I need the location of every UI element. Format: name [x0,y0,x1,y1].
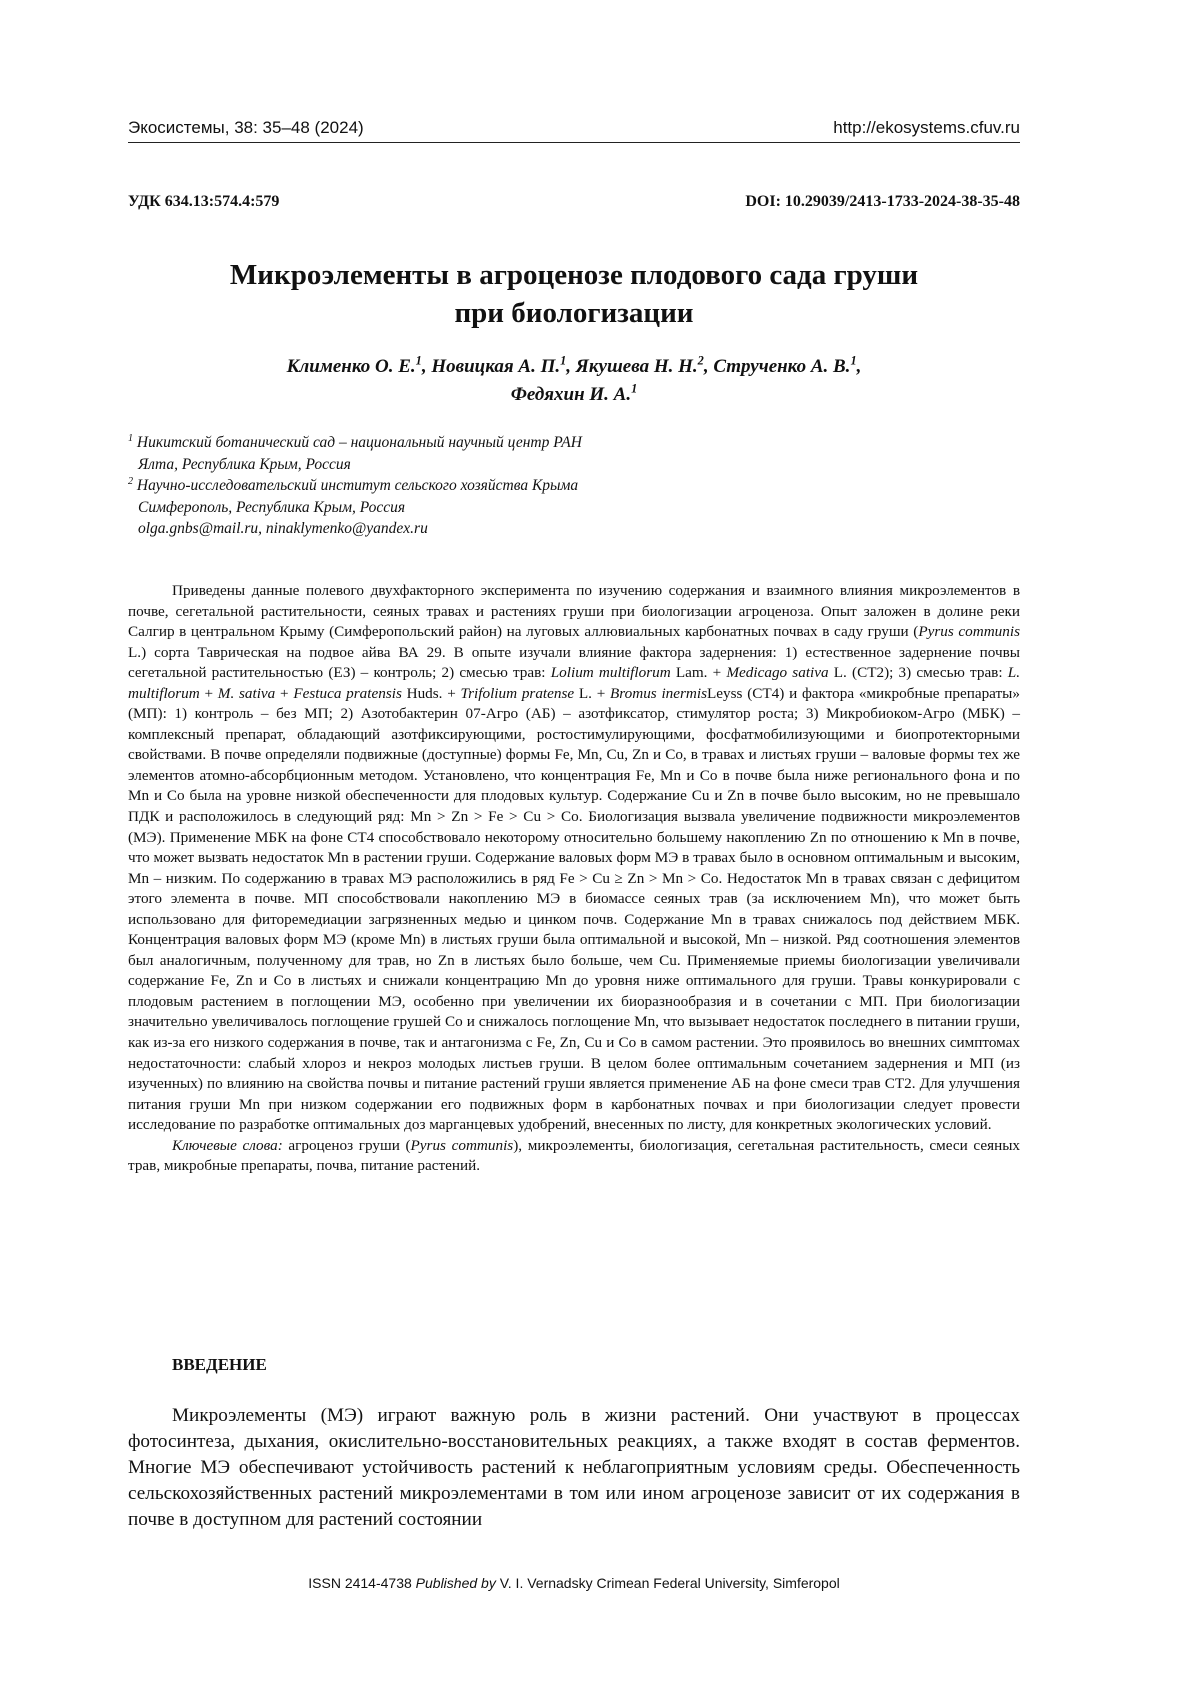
author-affiliation-mark: 2 [697,353,704,368]
paper-title [128,256,1020,332]
author-affiliation-mark: 1 [631,381,638,396]
author-name: Новицкая А. П. [431,356,561,377]
author-name: Федяхин И. А. [510,384,632,405]
intro-paragraph: Микроэлементы (МЭ) играют важную роль в жизни растений. Они участвуют в процессах фотосинтеза, дыхания, окислительно-восстановительных реакциях, а также входят в состав ферментов. Многие МЭ обеспечивают устойчивость растений к неблагоприятным условиям среды. Обеспеченность сельскохозяйственных растений микроэлементами в том или ином агроценозе зависит от их содержания в почве в доступном для растений состоянии [128,1405,1020,1530]
affiliation-2 [128,475,828,497]
affiliation-number: 1 [128,432,134,444]
keywords-label: Ключевые слова: [172,1136,283,1154]
abstract [128,581,1020,1177]
contact-emails[interactable]: olga.gnbs@mail.ru, ninaklymenko@yandex.ru [138,520,428,537]
author-list [128,353,1020,409]
authors-line-2 [128,381,1020,409]
affiliations [128,432,828,540]
affiliation-1-location: Ялта, Республика Крым, Россия [138,455,351,473]
journal-url[interactable]: http://ekosystems.cfuv.ru [833,118,1020,137]
introduction-text [128,1403,1020,1533]
affiliation-institution: Научно-исследовательский институт сельского хозяйства Крыма [136,477,579,494]
affiliation-institution: Никитский ботанический сад – национальный научный центр РАН [136,434,582,451]
author-affiliation-mark: 1 [850,353,857,368]
section-heading: ВВЕДЕНИЕ [172,1355,267,1374]
doi[interactable]: DOI: 10.29039/2413-1733-2024-38-35-48 [745,193,1020,210]
affiliation-1 [128,432,828,454]
author-name: Клименко О. Е. [286,356,416,377]
author-name: Якушева Н. Н. [575,356,698,377]
footer-publisher: V. I. Vernadsky Crimean Federal University, Simferopol [495,1575,840,1591]
footer-issn: ISSN 2414-4738 [308,1575,416,1591]
running-header [128,116,1020,143]
affiliation-2-location: Симферополь, Республика Крым, Россия [138,498,406,516]
title-line-1: Микроэлементы в агроценозе плодового сада груши [229,259,919,291]
author-affiliation-mark: 1 [415,353,422,368]
affiliation-number: 2 [128,475,134,487]
udk-code: УДК 634.13:574.4:579 [128,193,280,210]
keywords: Ключевые слова: агроценоз груши (Pyrus communis), микроэлементы, биологизация, сегетальная растительность, смеси сеяных трав, микробные препараты, почва, питание растений. [128,1136,1020,1175]
author-affiliation-mark: 1 [560,353,567,368]
authors-line-1: Клименко О. Е.$^1$, Новицкая А. П.$^1$, Якушева Н. Н.$^2$, Струченко А. В.$^1$, [286,353,862,377]
journal-citation: Экосистемы, 38: 35–48 (2024) [128,118,364,137]
title-line-2: при биологизации [454,297,694,329]
abstract-text: Приведены данные полевого двухфакторного эксперимента по изучению содержания и взаимного влияния микроэлементов в почве, сегетальной растительности, сеяных травах и растениях груши при биологизации агроценоза. Опыт заложен в долине реки Салгир в центральном Крыму (Симферопольский район) на луговых аллювиальных карбонатных почвах в саду груши (Pyrus communis L.) сорта Таврическая на подвое айва ВА 29. В опыте изучали влияние фактора задернения: 1) естественное задернение почвы сегетальной растительностью (ЕЗ) – контроль; 2) смесью трав: Lolium multiflorum Lam. + Medicago sativa L. (СТ2); 3) смесью трав: L. multiflorum + M. sativa + Festuca pratensis Huds. + Trifolium pratense L. + Bromus inermisLeyss (СТ4) и фактора «микробные препараты» (МП): 1) контроль – без МП; 2) Азотобактерин 07-Агро (АБ) – азотфиксатор, стимулятор роста; 3) Микробиоком-Агро (МБК) – комплексный препарат, обладающий азотфиксирующими, ростостимулирующими, фосфатмобилизующими и биопротекторными свойствами. В почве определяли подвижные (доступные) формы Fe, Mn, Cu, Zn и Co, в травах и листьях груши – валовые формы тех же элементов атомно-абсорбционным методом. Установлено, что концентрация Fe, Mn и Co в почве была ниже регионального фона и по Mn и Co была на уровне низкой обеспеченности для плодовых культур. Содержание Cu и Zn в почве было высоким, но не превышало ПДК и расположилось в следующий ряд: Mn > Zn > Fe > Cu > Co. Биологизация вызвала увеличение подвижности микроэлементов (МЭ). Применение МБК на фоне СТ4 способствовало некоторому относительно большему накоплению Zn по отношению к Mn в почве, что может вызвать недостаток Mn в растении груши. Содержание валовых форм МЭ в травах было в основном оптимальным и высоким, Mn – низким. По содержанию в травах МЭ расположились в ряд Fe > Cu ≥ Zn > Mn > Co. Недостаток Mn в травах связан с дефицитом этого элемента в почве. МП способствовали накоплению МЭ в биомассе сеяных трав (за исключением Mn), что может быть использовано для фиторемедиации загрязненных медью и цинком почв. Содержание Mn в травах снижалось под действием МБК. Концентрация валовых форм МЭ (кроме Mn) в листьях груши была оптимальной и высокой, Mn – низкой. Ряд соотношения элементов был аналогичным, полученному для трав, но Zn в листьях было больше, чем Cu. Применяемые приемы биологизации увеличивали содержание Fe, Zn и Co в листьях и снижали концентрацию Mn до уровня ниже оптимального для груши. Травы конкурировали с плодовым растением в поглощении МЭ, особенно при увеличении их биоразнообразия и в сочетании с МП. При биологизации значительно увеличивалось поглощение грушей Co и снижалось поглощение Mn, что вызывает недостаток последнего в питании груши, как из-за его низкого содержания в почве, так и антагонизма с Fe, Zn, Cu и Co в самом растении. Это проявилось во внешних симптомах недостаточности: слабый хлороз и некроз молодых листьев груши. В целом более оптимальным сочетанием задернения и МП (из изученных) по влиянию на свойства почвы и питание растений груши является применение АБ на фоне смеси трав СТ2. Для улучшения питания груши Mn при низком содержании его подвижных форм в карбонатных почвах и при биологизации следует провести исследование по разработке оптимальных доз марганцевых удобрений, внесенных по листу, для конкретных экологических условий. [128,582,1020,1134]
author-name: Струченко А. В. [713,356,851,377]
footer-published-by: Published by [415,1575,496,1591]
page-footer [128,1575,1020,1591]
